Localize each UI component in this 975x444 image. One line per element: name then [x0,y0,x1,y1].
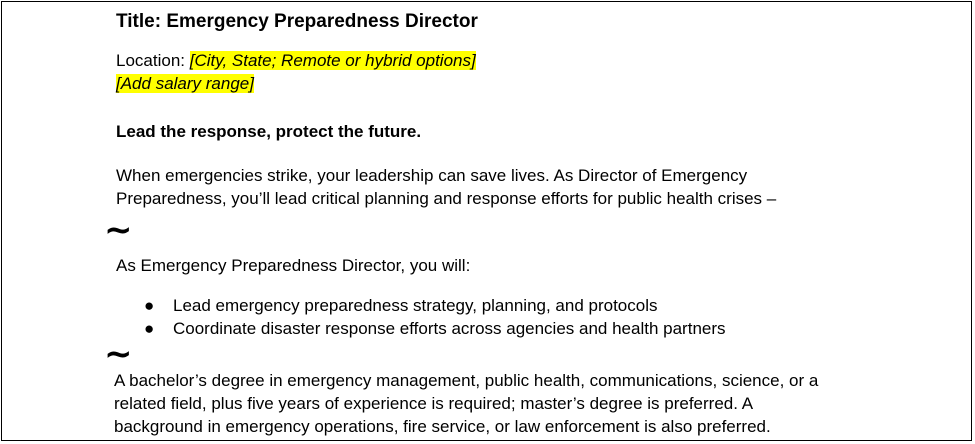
tagline: Lead the response, protect the future. [116,122,422,141]
salary-line [116,72,254,95]
requirements-line-1: A bachelor’s degree in emergency management, public health, communications, science, or a [114,371,819,390]
list-item [144,294,658,317]
requirements-line-3: background in emergency operations, fire service, or law enforcement is also preferred. [114,417,771,436]
list-item [144,317,726,340]
omission-mark-2: ~ [104,334,133,374]
intro-line-1: When emergencies strike, your leadership can save lives. As Director of Emergency [116,166,748,185]
bullet-icon: ● [144,319,155,338]
omission-mark-1: ~ [104,210,133,250]
bullet-icon: ● [144,296,155,315]
location-line [116,49,476,72]
requirements-line-2: related field, plus five years of experience is required; master’s degree is preferred. A [114,394,754,413]
job-title: Title: Emergency Preparedness Director [116,11,478,32]
location-label: Location: [116,51,190,70]
list-item-text: Coordinate disaster response efforts across agencies and health partners [173,319,726,338]
location-placeholder: [City, State; Remote or hybrid options] [189,51,476,70]
salary-placeholder: [Add salary range] [116,74,254,93]
intro-line-2: Preparedness, you’ll lead critical planning and response efforts for public health crises – [116,189,777,208]
list-item-text: Lead emergency preparedness strategy, planning, and protocols [173,296,658,315]
duties-intro: As Emergency Preparedness Director, you will: [116,256,471,275]
